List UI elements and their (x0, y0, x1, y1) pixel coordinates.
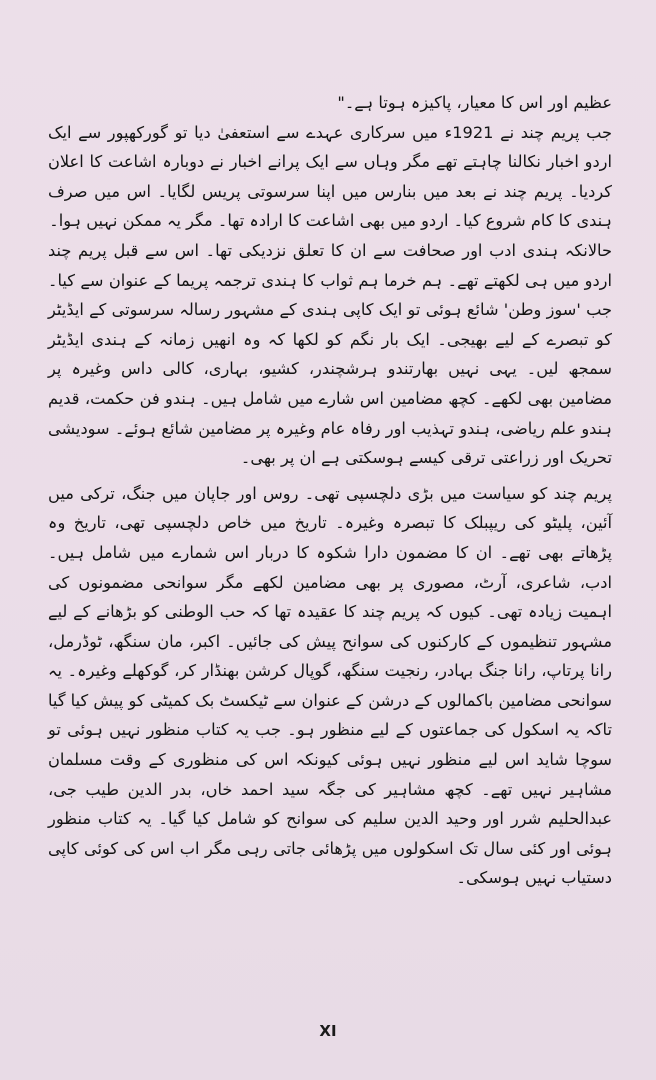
body-text (48, 88, 612, 893)
paragraph-hindi-journalism: حالانکہ ہندی ادب اور صحافت سے ان کا تعلق نزدیکی تھا۔ اس سے قبل پریم چند اردو میں ہی لکھتے تھے۔ ہم خرما ہم ثواب کا ہندی ترجمہ پریما کے عنوان سے کیا۔ جب 'سوز وطن' شائع ہوئی تو ایک کاپی ہندی کے مشہور رسالہ سرسوتی کے ایڈیٹر کو تبصرے کے لیے بھیجی۔ ایک بار نگم کو لکھا کہ وہ انھیں زمانہ کے ہندی ایڈیٹر سمجھ لیں۔ یہی نہیں بھارتندو ہرشچندر، کشیو، بہاری، کالی داس وغیرہ پر مضامین بھی لکھے۔ کچھ مضامین اس شارے میں شامل ہیں۔ ہندو فن حکمت، قدیم ہندو علم ریاضی، ہندو تہذیب اور رفاہ عام وغیرہ پر مضامین شائع ہوئے۔ سودیشی تحریک اور زراعتی ترقی کیسے ہوسکتی ہے ان پر بھی۔ (48, 240, 612, 468)
paragraph-politics-history: پریم چند کو سیاست میں بڑی دلچسپی تھی۔ روس اور جاپان میں جنگ، ترکی میں آئین، پلیٹو کی ریپبلک کا تبصرہ وغیرہ۔ تاریخ میں خاص دلچسپی تھی، تاریخ وہ پڑھاتے بھی تھے۔ ان کا مضمون دارا شکوہ کا دربار اس شمارے میں شامل ہیں۔ ادب، شاعری، آرٹ، مصوری پر بھی مضامین لکھے مگر سوانحی مضمونوں کی اہمیت زیادہ تھی۔ کیوں کہ پریم چند کا عقیدہ تھا کہ حب الوطنی کو بڑھانے کے لیے مشہور تنظیموں کے کارکنوں کی سوانح پیش کی جائیں۔ اکبر، مان سنگھ، ٹوڈرمل، رانا پرتاپ، رانا جنگ بہادر، رنجیت سنگھ، گوپال کرشن بھنڈار کر، گوکھلے وغیرہ۔ یہ سوانحی مضامین باکمالوں کے درشن کے عنوان سے ٹیکسٹ بک کمیٹی کو پیش کیا گیا تاکہ یہ اسکول کی جماعتوں کے لیے منظور ہو۔ جب یہ کتاب منظور نہیں ہوئی تو سوچا شاید اس لیے منظور نہیں ہوئی کیونکہ اس کی منظوری کے وقت مسلمان مشاہیر نہیں تھے۔ کچھ مشاہیر کی جگہ سید احمد خاں، بدر الدین طیب جی، عبدالحلیم شرر اور وحید الدین سلیم کی سوانح کو شامل کیا گیا۔ یہ کتاب منظور ہوئی اور کئی سال تک اسکولوں میں پڑھائی جاتی رہی مگر اب اس کی کوئی کاپی دستیاب نہیں ہوسکی۔ (48, 483, 612, 888)
paragraph-quote-end: عظیم اور اس کا معیار، پاکیزہ ہوتا ہے۔" (337, 93, 612, 112)
page-number: XI (319, 1022, 337, 1040)
paragraph-sarswati-press: جب پریم چند نے 1921ء میں سرکاری عہدے سے استعفیٰ دیا تو گورکھپور سے ایک اردو اخبار نکالنا چاہتے تھے مگر وہاں سے ایک پرانے اخبار نے دوبارہ اشاعت کا اعلان کردیا۔ پریم چند نے بعد میں بنارس میں اپنا سرسوتی پریس لگایا۔ اس میں صرف ہندی کا کام شروع کیا۔ اردو میں بھی اشاعت کا ارادہ تھا۔ مگر یہ ممکن نہیں ہوا۔ (48, 122, 612, 231)
